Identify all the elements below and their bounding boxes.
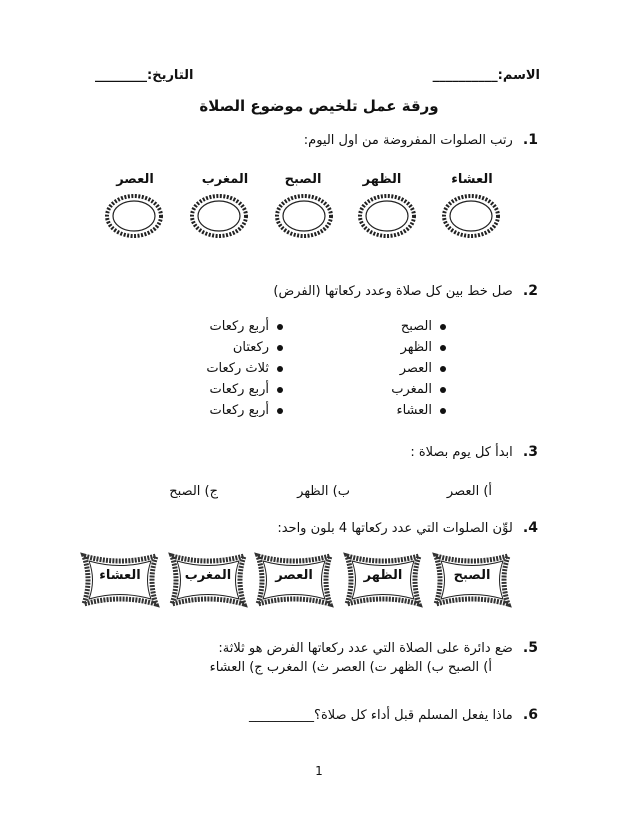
question-6 <box>249 707 538 723</box>
prayer-card[interactable] <box>339 550 427 610</box>
list-item[interactable]: الصبح <box>391 316 446 337</box>
question-number: 5. <box>522 640 538 656</box>
prayer-card[interactable] <box>428 550 516 610</box>
prayer-label: المغرب <box>184 568 232 583</box>
bullet-icon <box>277 366 283 372</box>
bullet-icon <box>440 324 446 330</box>
option-c[interactable]: ج) الصبح <box>169 484 218 499</box>
list-item[interactable]: أربع ركعات <box>206 316 283 337</box>
prayer-label: الصبح <box>284 172 322 187</box>
list-item[interactable]: الظهر <box>391 337 446 358</box>
question-number: 1. <box>522 132 538 148</box>
question-text: رتب الصلوات المفروضة من اول اليوم: <box>303 133 513 148</box>
bullet-icon <box>440 408 446 414</box>
list-item[interactable]: أربع ركعات <box>206 379 283 400</box>
list-item[interactable]: ركعتان <box>206 337 283 358</box>
prayer-column <box>391 316 446 421</box>
prayer-label: العصر <box>275 568 313 583</box>
date-field-label: التاريخ:________ <box>95 68 194 83</box>
list-item[interactable]: أربع ركعات <box>206 400 283 421</box>
question-2 <box>273 283 538 299</box>
prayer-label: الصبح <box>453 568 491 583</box>
answer-frame[interactable] <box>275 194 333 238</box>
question-text: ابدأ كل يوم بصلاة : <box>410 445 513 460</box>
bullet-icon <box>440 366 446 372</box>
page-number: 1 <box>315 764 323 778</box>
prayer-label: الظهر <box>362 172 402 187</box>
question-number: 4. <box>522 520 538 536</box>
bullet-icon <box>440 387 446 393</box>
question-text: لوِّن الصلوات التي عدد ركعاتها 4 بلون واحد: <box>277 521 513 536</box>
answer-frame[interactable] <box>442 194 500 238</box>
answer-frame[interactable] <box>358 194 416 238</box>
question-1 <box>304 132 538 148</box>
prayer-card[interactable] <box>250 550 338 610</box>
question-text[interactable]: ماذا يفعل المسلم قبل أداء كل صلاة؟__________ <box>249 708 513 723</box>
bullet-icon <box>277 345 283 351</box>
prayer-card[interactable] <box>76 550 164 610</box>
question-number: 6. <box>522 707 538 723</box>
question-number: 3. <box>522 444 538 460</box>
rakat-column <box>206 316 283 421</box>
prayer-label: العشاء <box>99 568 141 583</box>
bullet-icon <box>440 345 446 351</box>
prayer-label: الظهر <box>363 568 403 583</box>
question-number: 2. <box>522 283 538 299</box>
option-a[interactable]: أ) العصر <box>446 484 492 499</box>
question-text: صل خط بين كل صلاة وعدد ركعاتها (الفرض) <box>273 284 513 299</box>
list-item[interactable]: العشاء <box>391 400 446 421</box>
page-title: ورقة عمل تلخيص موضوع الصلاة <box>199 97 439 115</box>
name-field-label: الاسم:__________ <box>432 68 540 83</box>
question-text: ضع دائرة على الصلاة التي عدد ركعاتها الفرض هو ثلاثة: <box>218 641 513 656</box>
list-item[interactable]: العصر <box>391 358 446 379</box>
prayer-card[interactable] <box>164 550 252 610</box>
bullet-icon <box>277 324 283 330</box>
prayer-label: العشاء <box>451 172 493 187</box>
question-4 <box>277 520 538 536</box>
question-3 <box>410 444 538 460</box>
prayer-label: العصر <box>116 172 154 187</box>
bullet-icon <box>277 408 283 414</box>
list-item[interactable]: ثلاث ركعات <box>206 358 283 379</box>
list-item[interactable]: المغرب <box>391 379 446 400</box>
answer-frame[interactable] <box>190 194 248 238</box>
options-row[interactable]: أ) الصبح ب) الظهر ت) العصر ث) المغرب ج) العشاء <box>209 660 492 675</box>
answer-frame[interactable] <box>105 194 163 238</box>
bullet-icon <box>277 387 283 393</box>
question-5 <box>218 640 538 656</box>
prayer-label: المغرب <box>201 172 249 187</box>
option-b[interactable]: ب) الظهر <box>297 484 350 499</box>
